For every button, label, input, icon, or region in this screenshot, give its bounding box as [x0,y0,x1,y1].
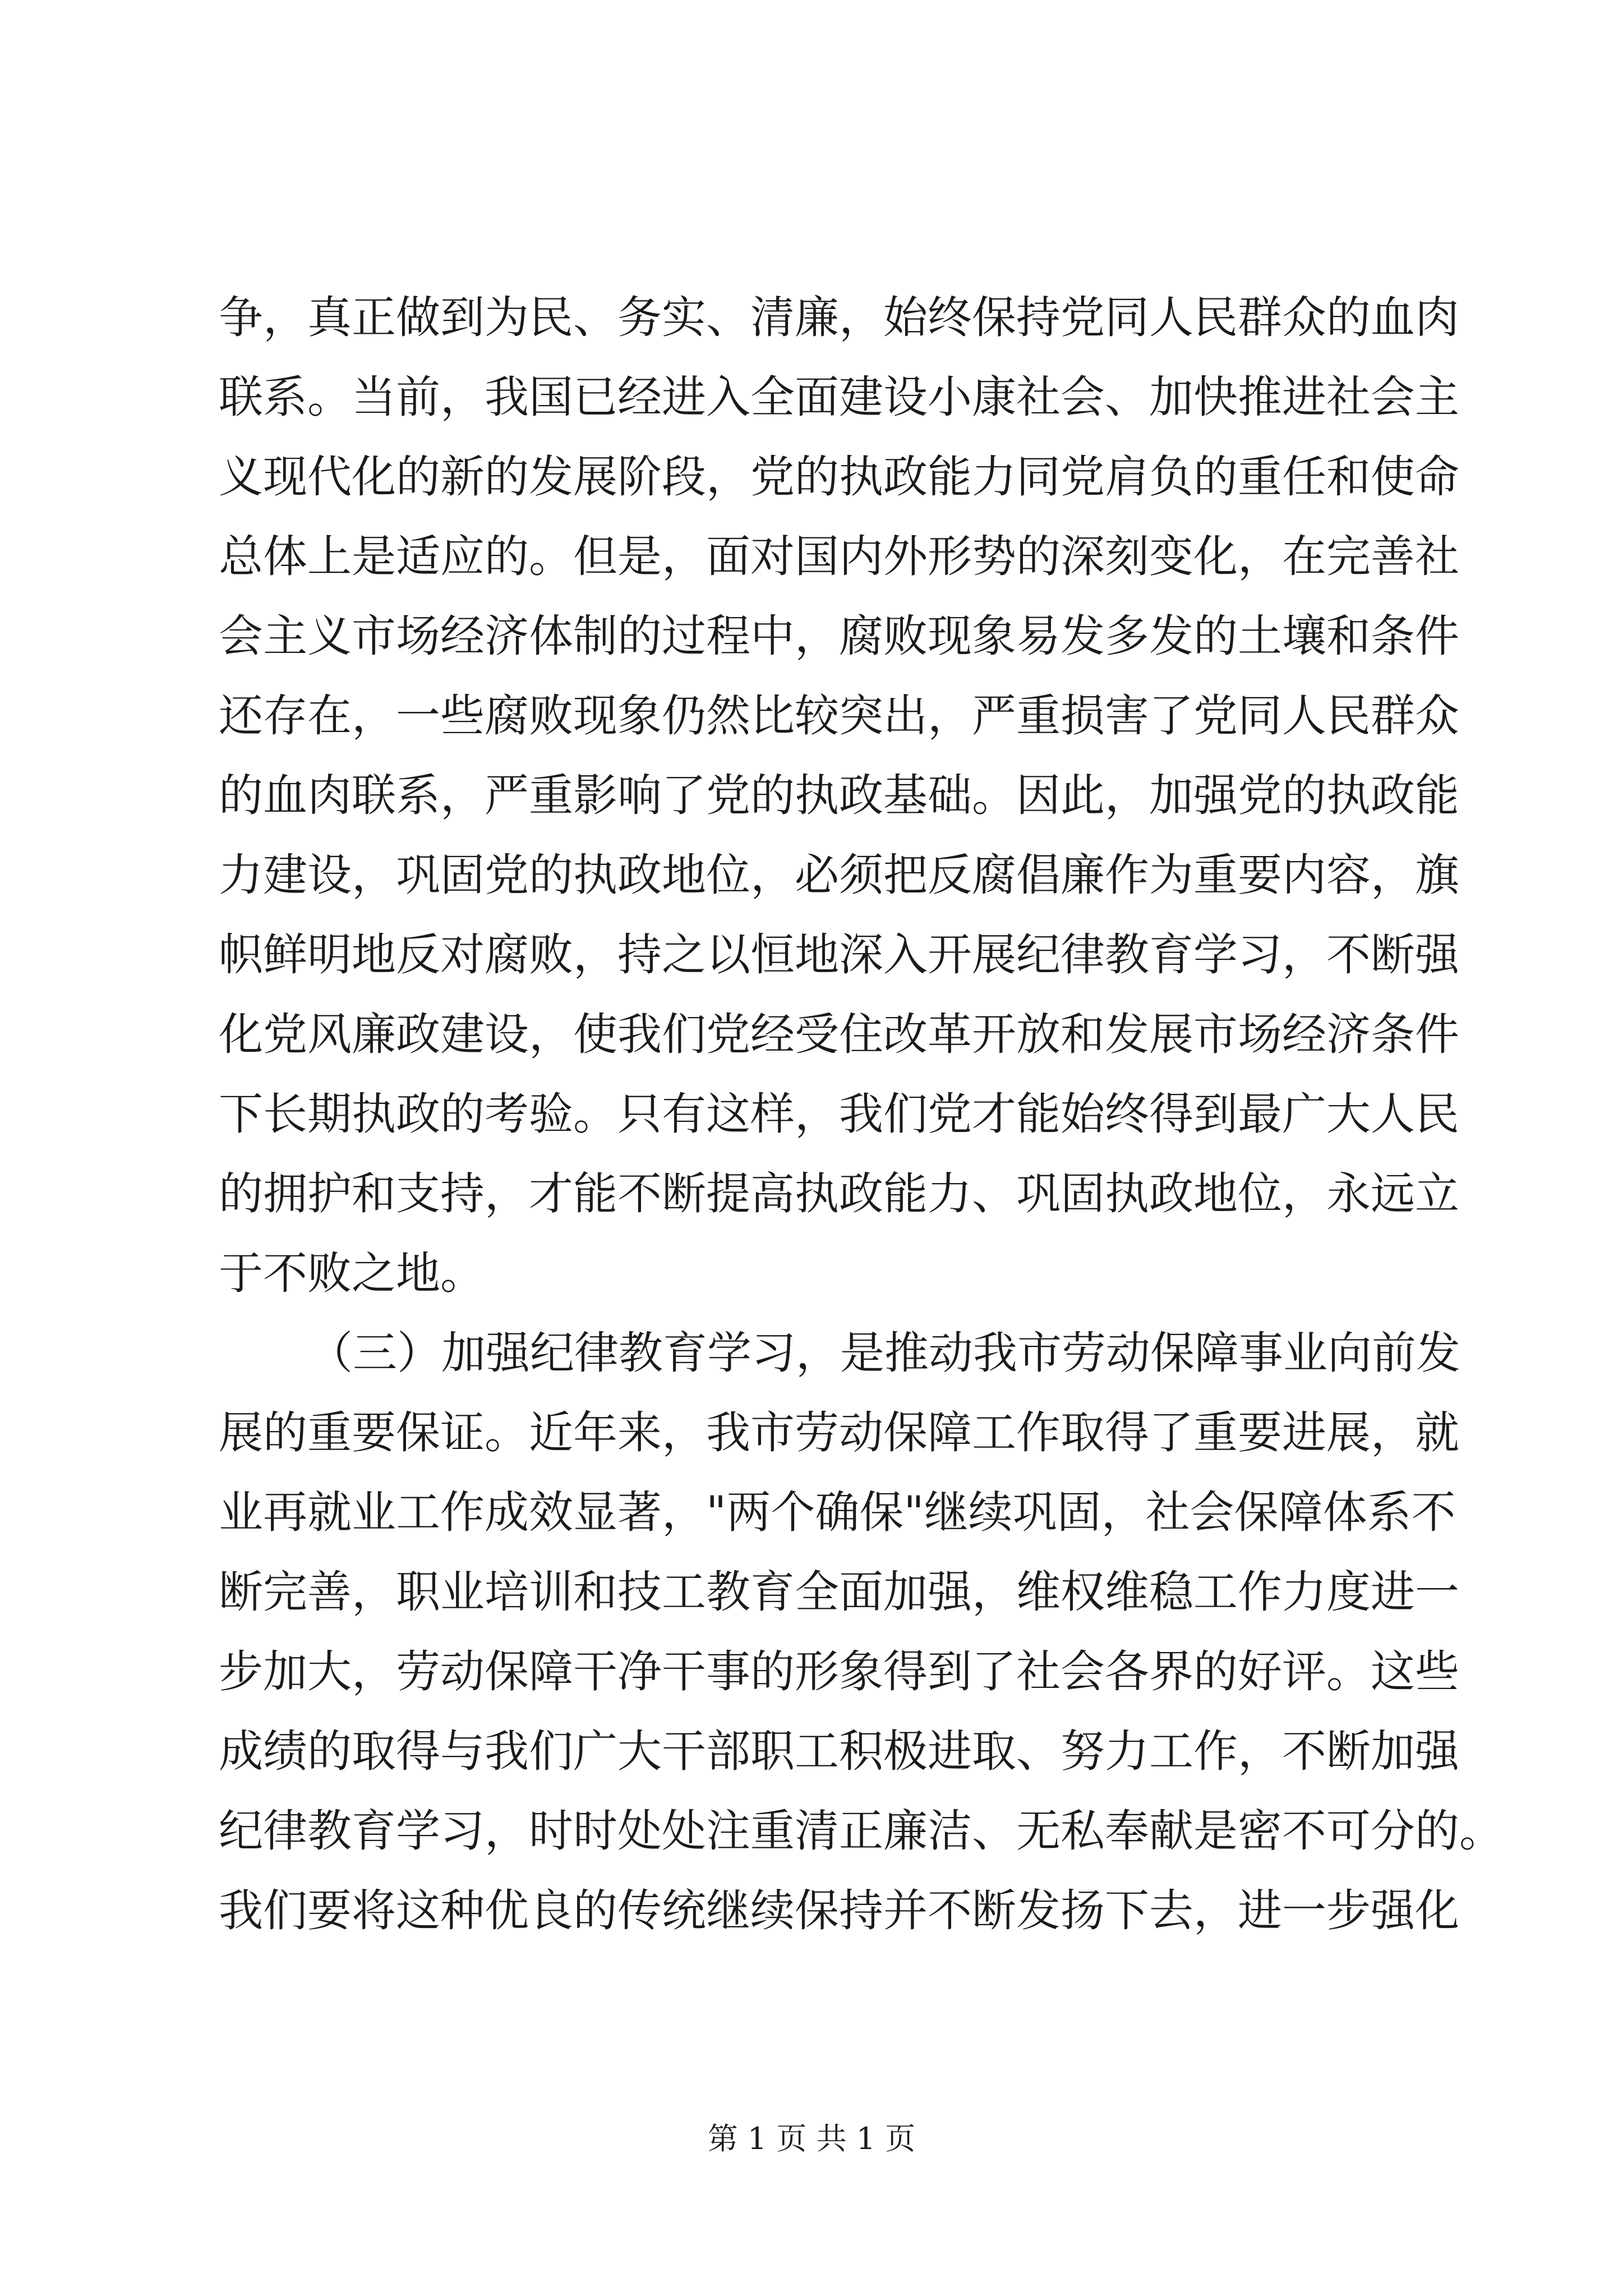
text-line: 的拥护和支持，才能不断提高执政能力、巩固执政地位，永远立 [219,1168,1459,1220]
text-line: 于不败之地。 [219,1248,485,1299]
text-line: 下长期执政的考验。只有这样，我们党才能始终得到最广大人民 [219,1088,1459,1140]
text-line: 义现代化的新的发展阶段，党的执政能力同党肩负的重任和使命 [219,451,1459,503]
text-line: 展的重要保证。近年来，我市劳动保障工作取得了重要进展，就 [219,1407,1459,1458]
text-line: 我们要将这种优良的传统继续保持并不断发扬下去，进一步强化 [219,1885,1459,1936]
page-number: 第 1 页 共 1 页 [707,2121,916,2156]
text-line: 联系。当前，我国已经进入全面建设小康社会、加快推进社会主 [219,371,1459,423]
text-line: 争，真正做到为民、务实、清廉，始终保持党同人民群众的血肉 [219,292,1459,343]
text-line: 步加大，劳动保障干净干事的形象得到了社会各界的好评。这些 [219,1646,1459,1697]
text-line: 力建设，巩固党的执政地位，必须把反腐倡廉作为重要内容，旗 [219,849,1459,901]
text-line: 总体上是适应的。但是，面对国内外形势的深刻变化，在完善社 [219,531,1459,582]
text-line: 纪律教育学习，时时处处注重清正廉洁、无私奉献是密不可分的。 [219,1805,1504,1857]
section-heading-line: （三）加强纪律教育学习，是推动我市劳动保障事业向前发 [308,1327,1460,1379]
text-line: 还存在，一些腐败现象仍然比较突出，严重损害了党同人民群众 [219,690,1459,742]
text-line: 成绩的取得与我们广大干部职工积极进取、努力工作，不断加强 [219,1726,1459,1777]
text-line: 的血肉联系，严重影响了党的执政基础。因此，加强党的执政能 [219,770,1459,821]
text-line: 业再就业工作成效显著，"两个确保"继续巩固，社会保障体系不 [219,1487,1456,1538]
text-line: 会主义市场经济体制的过程中，腐败现象易发多发的土壤和条件 [219,610,1459,662]
text-line: 帜鲜明地反对腐败，持之以恒地深入开展纪律教育学习，不断强 [219,929,1459,981]
text-line: 化党风廉政建设，使我们党经受住改革开放和发展市场经济条件 [219,1009,1459,1060]
body-text [219,278,1504,1950]
text-line: 断完善，职业培训和技工教育全面加强，维权维稳工作力度进一 [219,1566,1459,1618]
page-footer [0,2115,1623,2158]
